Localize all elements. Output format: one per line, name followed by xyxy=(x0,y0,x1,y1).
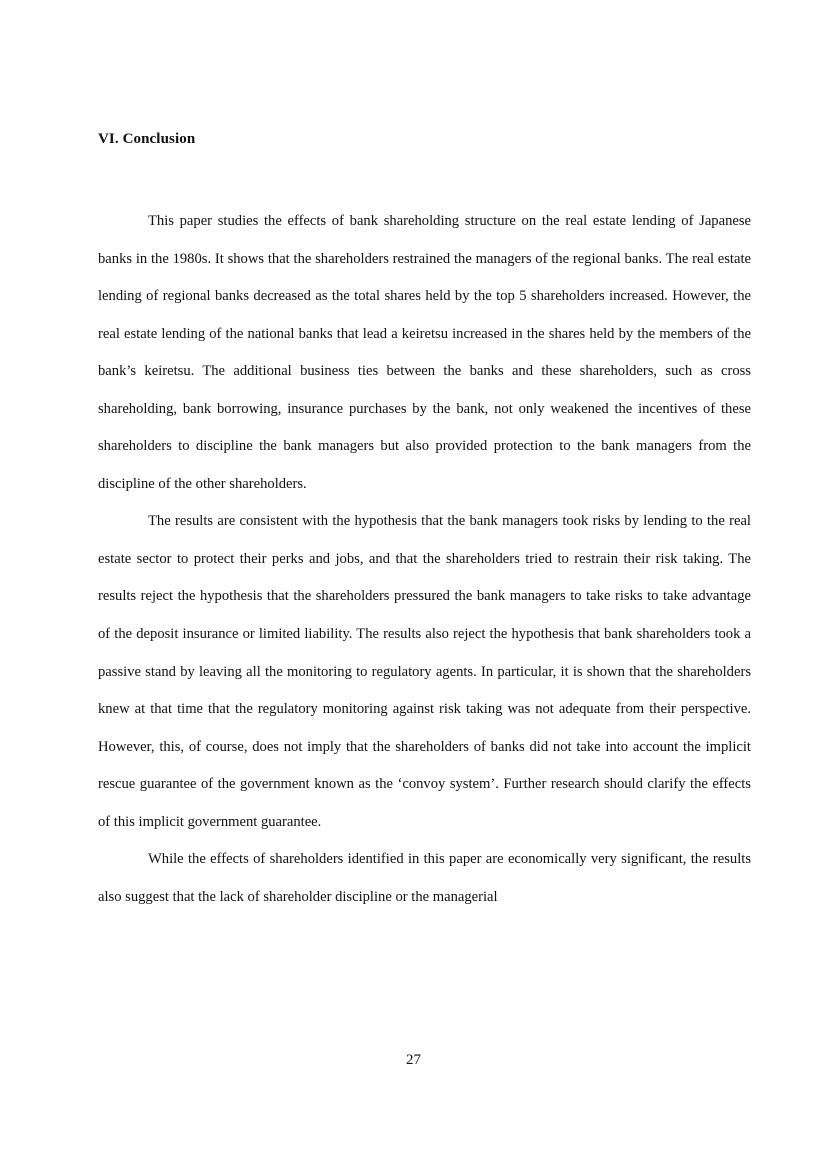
section-heading: VI. Conclusion xyxy=(98,131,196,147)
paragraph: This paper studies the effects of bank shareholding structure on the real estate lending of Japanese banks in the 1980s. It shows that the shareholders restrained the managers of the regional banks. The real estate lending of regional banks decreased as the total shares held by the top 5 shareholders increased. However, the real estate lending of the national banks that lead a keiretsu increased in the shares held by the members of the bank’s keiretsu. The additional business ties between the banks and these shareholders, such as cross shareholding, bank borrowing, insurance purchases by the bank, not only weakened the incentives of these shareholders to discipline the bank managers but also provided protection to the bank managers from the discipline of the other shareholders. xyxy=(98,213,751,492)
page-number: 27 xyxy=(406,1052,421,1068)
body-text xyxy=(98,203,751,916)
paragraph: The results are consistent with the hypothesis that the bank managers took risks by lending to the real estate sector to protect their perks and jobs, and that the shareholders tried to restrain their risk taking. The results reject the hypothesis that the shareholders pressured the bank managers to take risks to take advantage of the deposit insurance or limited liability. The results also reject the hypothesis that bank shareholders took a passive stand by leaving all the monitoring to regulatory agents. In particular, it is shown that the shareholders knew at that time that the regulatory monitoring against risk taking was not adequate from their perspective. However, this, of course, does not imply that the shareholders of banks did not take into account the implicit rescue guarantee of the government known as the ‘convoy system’. Further research should clarify the effects of this implicit government guarantee. xyxy=(98,513,751,830)
paragraph: While the effects of shareholders identified in this paper are economically very significant, the results also suggest that the lack of shareholder discipline or the managerial xyxy=(98,851,751,905)
